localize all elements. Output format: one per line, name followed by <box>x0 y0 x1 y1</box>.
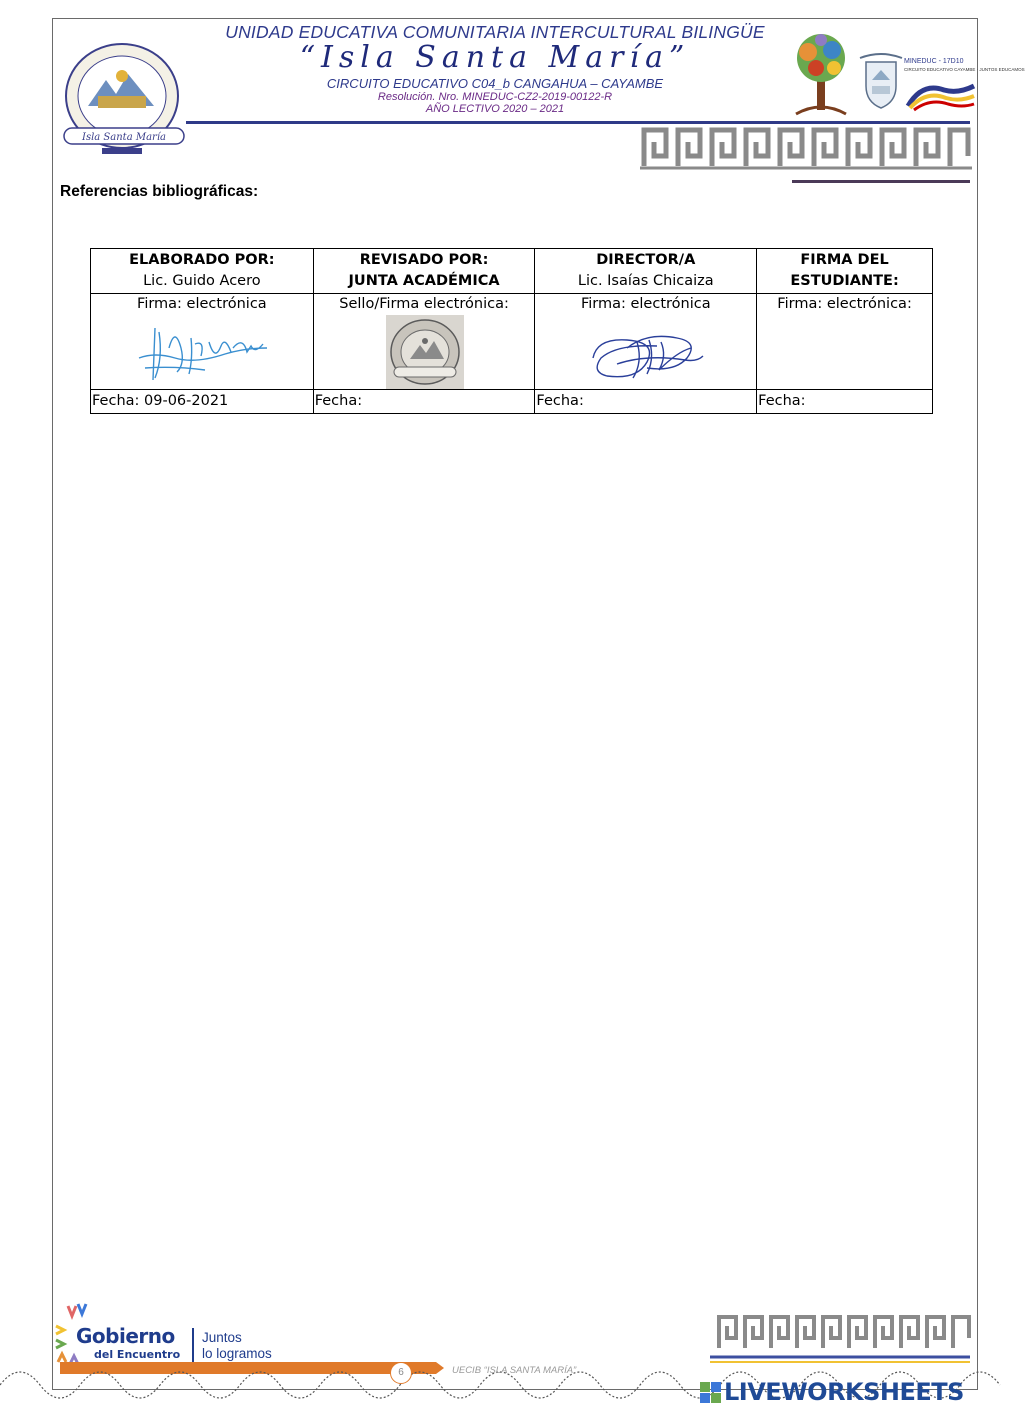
date-cell: Fecha: 09-06-2021 <box>91 390 314 414</box>
ecuador-coat-of-arms-icon <box>858 52 904 110</box>
mineduc-logo <box>904 58 1025 110</box>
slogan-line-2: lo logramos <box>202 1346 272 1361</box>
signature-label: Firma: electrónica <box>580 296 711 312</box>
mineduc-code: MINEDUC - 17D10 <box>904 58 964 65</box>
school-year-line: AÑO LECTIVO 2020 – 2021 <box>425 103 565 115</box>
decorative-bar <box>792 180 970 183</box>
page-number: 6 <box>390 1362 412 1384</box>
school-motto-name: “Isla Santa María” <box>299 40 691 75</box>
andean-pattern-bottom <box>716 1314 972 1350</box>
slogan-line-1: Juntos <box>202 1330 242 1345</box>
juntos-educamos-icon <box>904 76 976 110</box>
resolution-line: Resolución. Nro. MINEDUC-CZ2-2019-00122-R <box>377 91 613 103</box>
date-cell: Fecha: <box>535 390 757 414</box>
header-rule <box>186 121 970 124</box>
table-header-row <box>91 249 933 294</box>
school-seal-icon <box>58 40 190 162</box>
cell-name: JUNTA ACADÉMICA <box>348 273 500 289</box>
svg-text:Isla Santa María: Isla Santa María <box>82 132 166 143</box>
gobierno-subtitle: del Encuentro <box>94 1348 181 1361</box>
signature-cell-student[interactable] <box>757 294 933 390</box>
signature-label: Firma: electrónica: <box>777 296 912 312</box>
tree-of-life-icon <box>786 28 856 120</box>
liveworksheets-watermark <box>700 1378 996 1408</box>
cell-name: ESTUDIANTE: <box>790 273 899 289</box>
andean-pattern-top <box>640 126 972 170</box>
signature-label: Sello/Firma electrónica: <box>339 296 509 312</box>
date-cell[interactable]: Fecha: <box>757 390 933 414</box>
school-header <box>200 22 790 115</box>
cell-heading: ELABORADO POR: <box>129 252 275 268</box>
gobierno-word: Gobierno <box>76 1324 175 1348</box>
header-cell-student <box>757 249 933 294</box>
signature-label: Firma: electrónica <box>137 296 267 312</box>
school-name: UNIDAD EDUCATIVA COMUNITARIA INTERCULTURAL BILINGÜE <box>225 22 765 42</box>
liveworksheets-text: LIVEWORKSHEETS <box>724 1378 964 1406</box>
mineduc-subtitle: CIRCUITO EDUCATIVO CAYAMBE · JUNTOS EDUCAMOS <box>904 67 1025 72</box>
handwritten-signature-icon <box>587 328 707 384</box>
header-cell-reviewed <box>313 249 535 294</box>
header-cell-elaborated <box>91 249 314 294</box>
date-cell: Fecha: <box>313 390 535 414</box>
circuit-line: CIRCUITO EDUCATIVO C04_b CANGAHUA – CAYAMBE <box>326 76 664 91</box>
table-date-row <box>91 390 933 414</box>
cell-heading: REVISADO POR: <box>359 252 489 268</box>
signature-table <box>90 248 933 414</box>
signature-cell-director <box>535 294 757 390</box>
cell-name: Lic. Guido Acero <box>143 273 261 289</box>
school-stamp-icon <box>386 315 464 389</box>
cell-name: Lic. Isaías Chicaiza <box>577 273 714 289</box>
footer-institution: UECIB “ISLA SANTA MARÍA” <box>452 1365 577 1376</box>
page-frame <box>52 18 978 1390</box>
handwritten-signature-icon <box>135 318 271 384</box>
signature-cell-reviewed <box>313 294 535 390</box>
cell-heading: FIRMA DEL <box>800 252 889 268</box>
signature-cell-elaborated <box>91 294 314 390</box>
table-signature-row <box>91 294 933 390</box>
liveworksheets-badge-icon <box>700 1382 722 1404</box>
references-title: Referencias bibliográficas: <box>60 183 259 200</box>
cell-heading: DIRECTOR/A <box>596 252 696 268</box>
header-cell-director <box>535 249 757 294</box>
